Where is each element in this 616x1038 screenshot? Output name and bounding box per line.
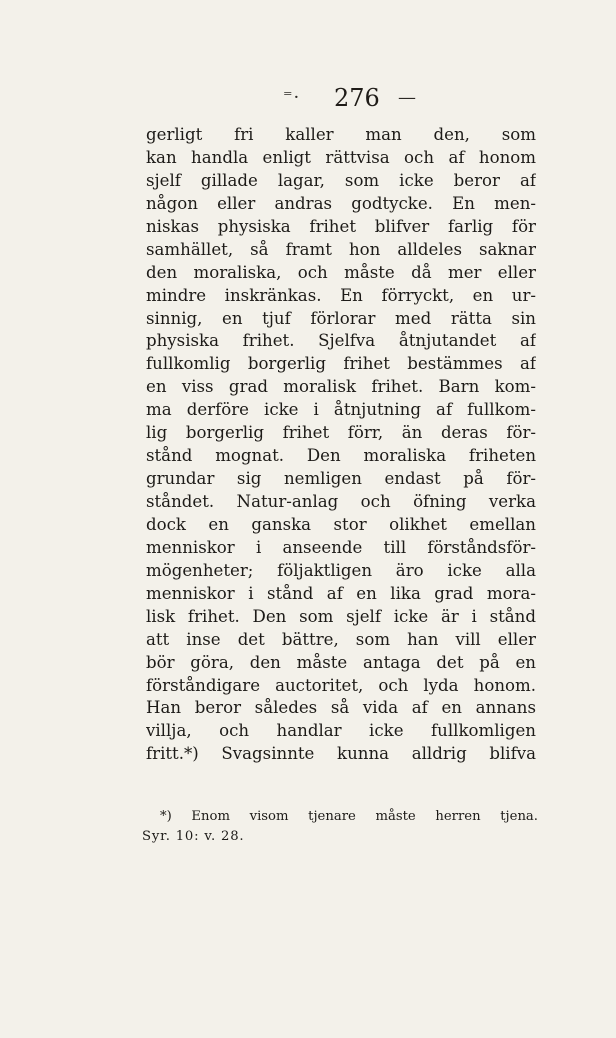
text-line: lig borgerlig frihet förr, än deras för- xyxy=(146,423,536,443)
footnote-text: *) Enom visom tjenare måste herren tjena. xyxy=(160,809,538,824)
text-line: fritt.*) Svagsinnte kunna alldrig blifva xyxy=(146,744,536,764)
text-line: Han beror således så vida af en annans xyxy=(146,698,536,718)
text-line: förståndigare auctoritet, och lyda honom. xyxy=(146,675,536,695)
footnote-reference: Syr. 10: v. 28. xyxy=(142,829,245,844)
text-line: lisk frihet. Den som sjelf icke är i stånd xyxy=(146,606,536,626)
header-ornament-right: — xyxy=(398,87,416,108)
text-line: att inse det bättre, som han vill eller xyxy=(146,629,536,649)
text-line: sjelf gillade lagar, som icke beror af xyxy=(146,170,536,190)
text-line: kan handla enligt rättvisa och af honom xyxy=(146,147,536,167)
text-line: någon eller andras godtycke. En men- xyxy=(146,193,536,213)
text-line: gerligt fri kaller man den, som xyxy=(146,125,536,144)
text-line: fullkomlig borgerlig frihet bestämmes af xyxy=(146,354,536,374)
text-line: en viss grad moralisk frihet. Barn kom- xyxy=(146,377,536,397)
text-line: den moraliska, och måste då mer eller xyxy=(146,262,536,282)
text-line: grundar sig nemligen endast på för- xyxy=(146,469,536,489)
footnote xyxy=(138,807,538,847)
body-text xyxy=(146,124,536,766)
text-line: ståndet. Natur-anlag och öfning verka xyxy=(146,492,536,511)
text-line: menniskor i anseende till förståndsför- xyxy=(146,537,536,557)
text-line: bör göra, den måste antaga det på en xyxy=(146,652,536,672)
text-line: villja, och handlar icke fullkomligen xyxy=(146,721,536,741)
header-ornament-left: ⁼· xyxy=(283,87,301,108)
page-number: 276 xyxy=(334,84,380,112)
text-line: sinnig, en tjuf förlorar med rätta sin xyxy=(146,308,536,328)
text-line: niskas physiska frihet blifver farlig för xyxy=(146,216,536,236)
text-line: mögenheter; följaktligen äro icke alla xyxy=(146,560,536,580)
text-line: menniskor i stånd af en lika grad mora- xyxy=(146,583,536,603)
text-line: samhället, så framt hon alldeles saknar xyxy=(146,239,536,259)
text-line: stånd mognat. Den moraliska friheten xyxy=(146,446,536,466)
text-line: ma derföre icke i åtnjutning af fullkom- xyxy=(146,400,536,420)
text-line: dock en ganska stor olikhet emellan xyxy=(146,514,536,534)
page-header xyxy=(0,82,616,112)
text-line: mindre inskränkas. En förryckt, en ur- xyxy=(146,285,536,305)
text-line: physiska frihet. Sjelfva åtnjutandet af xyxy=(146,331,536,351)
